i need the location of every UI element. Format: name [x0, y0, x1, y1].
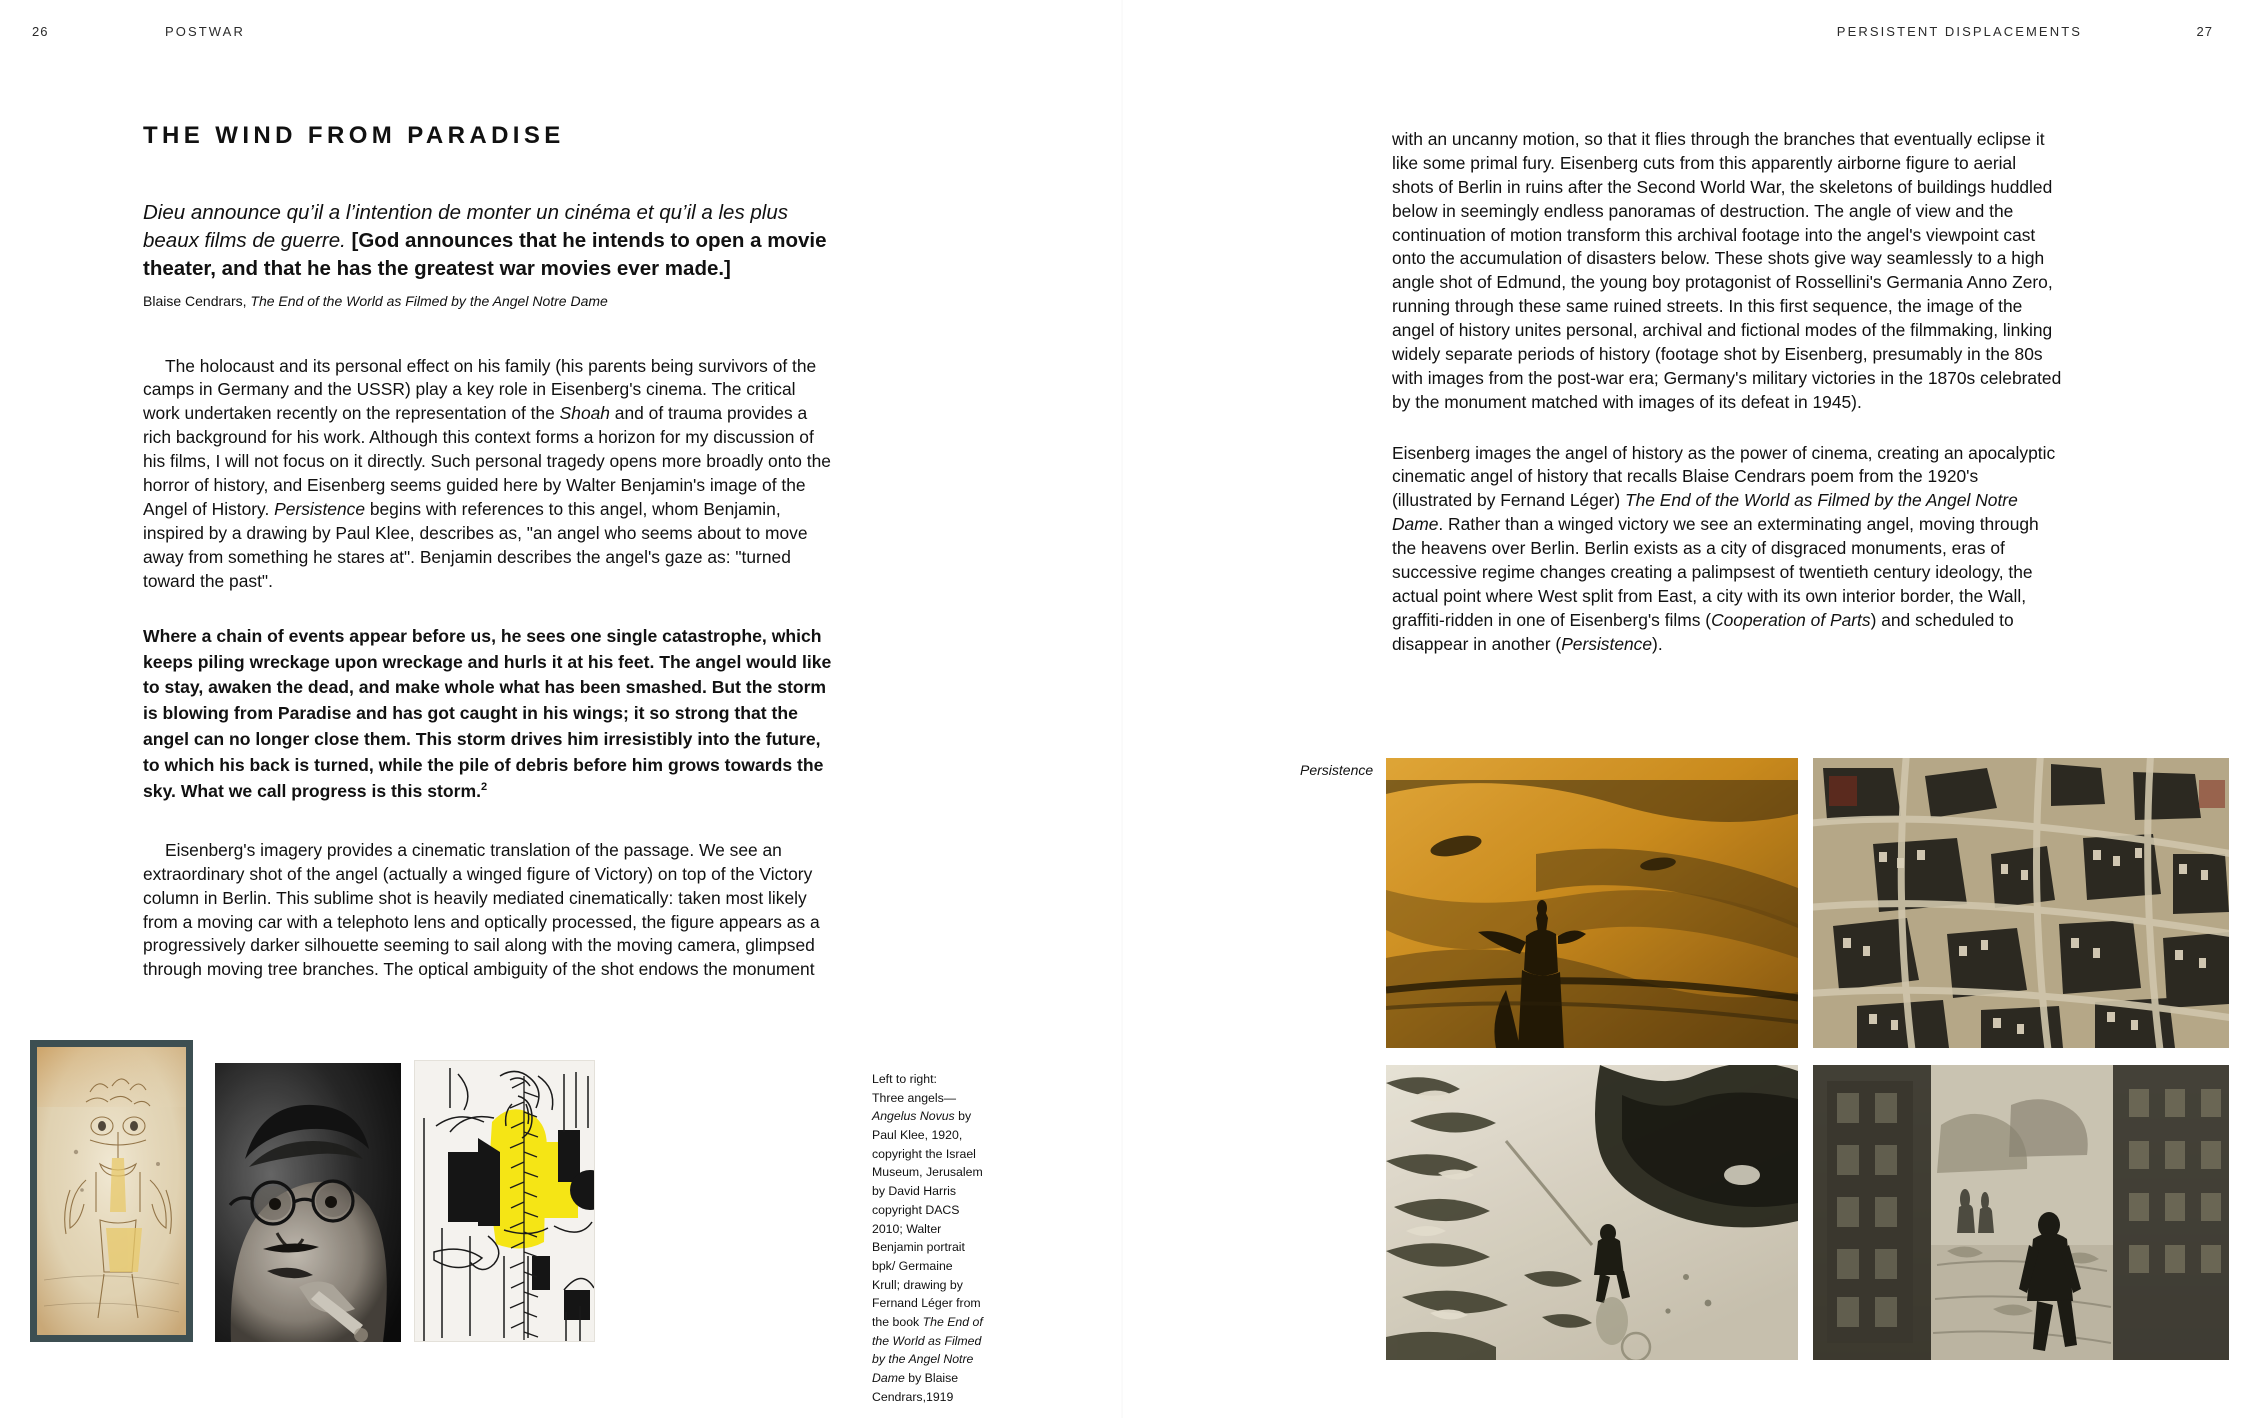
caption-italic-angelus-novus: Angelus Novus	[872, 1109, 955, 1124]
page-title: THE WIND FROM PARADISE	[143, 122, 565, 149]
caption-part-c: by Blaise Cendrars,1919	[872, 1371, 959, 1404]
paragraph-1-part-c: begins with references to this angel, whom Benjamin, inspired by a drawing by Paul Klee, describes as, "an angel who seems about to move away from something he stares at". Benjamin describes the angel's gaze as: "turned toward the past".	[143, 499, 808, 591]
right-paragraph-2-part-b: . Rather than a winged victory we see an exterminating angel, moving through the heavens over Berlin. Berlin exists as a city of disgraced monuments, eras of successive regime changes creating a palimpsest of twentieth century ideology, the actual point where West split from East, a city with its own interior border, the Wall, graffiti-ridden in one of Eisenberg's films (	[1392, 514, 2039, 630]
plate-figure-on-rubble	[1386, 1065, 1798, 1360]
gutter-shadow	[1121, 0, 1123, 1418]
plate-angelus-novus	[30, 1040, 193, 1342]
right-paragraph-2-part-a: Eisenberg images the angel of history as the power of cinema, creating an apocalyptic cinematic angel of history that recalls Blaise Cendrars poem from the 1920's (illustrated by Fernand Léger)	[1392, 442, 2056, 511]
italic-end-of-the-world: The End of the World as Filmed by the Angel Notre Dame	[1392, 490, 2018, 535]
epigraph-work-title: The End of the World as Filmed by the Angel Notre Dame	[250, 292, 608, 309]
epigraph	[143, 199, 836, 284]
caption-part-a: Three angels—	[872, 1090, 957, 1105]
italic-cooperation-of-parts: Cooperation of Parts	[1711, 609, 1871, 630]
epigraph-english: [God announces that he intends to open a movie theater, and that he has the greatest war movies ever made.]	[143, 229, 827, 281]
right-text-column	[1392, 128, 2062, 683]
epigraph-french: Dieu announce qu’il a l’intention de monter un cinéma et qu’il a les plus beaux films de guerre.	[143, 200, 789, 253]
running-head-left: POSTWAR	[165, 24, 245, 39]
right-paragraph-1: with an uncanny motion, so that it flies through the branches that eventually eclipse it like some primal fury. Eisenberg cuts from this apparently airborne figure to aerial shots of Berlin in ruins after the Second World War, the skeletons of buildings huddled below in seemingly endless panoramas of destruction. The angle of view and the continuation of motion transform this archival footage into the angel's viewpoint cast onto the accumulation of disasters below. These shots give way seamlessly to a high angle shot of Edmund, the young boy protagonist of Rossellini's Germania Anno Zero, running through these same ruined streets. In this first sequence, the image of the angel of history unites personal, archival and fictional modes of the filmmaking, linking widely separate periods of history (footage shot by Eisenberg, presumably in the 80s with images from the post-war era; Germany's military victories in the 1870s celebrated by the monument matched with images of its defeat in 1945).	[1392, 129, 2062, 412]
epigraph-author: Blaise Cendrars,	[143, 292, 247, 309]
folio-left: 26	[32, 24, 49, 39]
epigraph-attribution	[143, 292, 836, 311]
italic-shoah: Shoah	[559, 403, 610, 424]
angelus-novus-artwork	[30, 1040, 193, 1342]
right-paragraph-2	[1392, 442, 2062, 657]
body-paragraph-2: Eisenberg's imagery provides a cinematic translation of the passage. We see an extraordinary shot of the angel (actually a winged figure of Victory) on top of the Victory column in Berlin. This sublime shot is heavily mediated cinematically: taken most likely from a moving car with a telephoto lens and optically processed, the figure appears as a progressively darker silhouette seeming to sail along with the moving camera, glimpsed through moving tree branches. The optical ambiguity of the shot endows the monument	[143, 839, 820, 980]
italic-persistence-2: Persistence	[1561, 633, 1653, 654]
body-paragraph-1	[143, 355, 836, 594]
pull-quote-text: Where a chain of events appear before us, he sees one single catastrophe, which keeps piling wreckage upon wreckage and hurls it at his feet. The angel would like to stay, awaken the dead, and make whole what has been smashed. But the storm is blowing from Paradise and has got caught in his wings; it so strong that the angel can no longer close them. This storm drives him irresistibly into the future, to which his back is turned, while the pile of debris before him grows towards the sky. What we call progress is this storm.	[143, 625, 832, 801]
right-paragraph-2-part-c: ) and scheduled to disappear in another (	[1392, 609, 2014, 654]
benjamin-portrait-photo	[215, 1063, 401, 1342]
ruined-street-photo	[1813, 1065, 2229, 1360]
running-head-right: PERSISTENT DISPLACEMENTS	[1836, 24, 2082, 39]
plate-victory-angel-still	[1386, 758, 1798, 1048]
figure-caption	[872, 1070, 984, 1406]
caption-part-b: by Paul Klee, 1920, copyright the Israel Museum, Jerusalem by David Harris copyright DACS 2010; Walter Benjamin portrait bpk/ Germaine Krull; drawing by Fernand Léger from the book	[872, 1109, 983, 1329]
high-angle-rubble-photo	[1386, 1065, 1798, 1360]
caption-intro: Left to right:	[872, 1072, 937, 1086]
benjamin-pull-quote	[143, 624, 836, 805]
plate-berlin-ruins-aerial	[1813, 758, 2229, 1048]
folio-right: 27	[2196, 24, 2213, 39]
plate-boy-in-ruined-street	[1813, 1065, 2229, 1360]
footnote-marker: 2	[480, 781, 488, 794]
plate-walter-benjamin-portrait	[215, 1063, 401, 1342]
paragraph-1-part-a: The holocaust and its personal effect on his family (his parents being survivors of the camps in Germany and the USSR) play a key role in Eisenberg's cinema. The critical work undertaken recently on the representation of the	[143, 355, 817, 424]
left-text-column	[143, 122, 836, 1012]
caption-italic-end-of-world: The End of the World as Filmed by the Angel Notre Dame	[872, 1314, 983, 1385]
berlin-ruins-aerial-photo	[1813, 758, 2229, 1048]
paragraph-1-part-b: and of trauma provides a rich background for his work. Although this context forms a horizon for my discussion of his films, I will not focus on it directly. Such personal tragedy opens more broadly onto the horror of history, and Eisenberg seems guided here by Walter Benjamin's image of the Angel of History.	[143, 403, 831, 520]
plate-leger-drawing	[414, 1060, 595, 1342]
victory-angel-silhouette	[1386, 758, 1798, 1048]
right-paragraph-2-part-d: ).	[1652, 633, 1663, 654]
italic-persistence: Persistence	[274, 499, 365, 520]
plate-label-persistence: Persistence	[1300, 762, 1374, 778]
leger-drawing-artwork	[414, 1060, 595, 1342]
